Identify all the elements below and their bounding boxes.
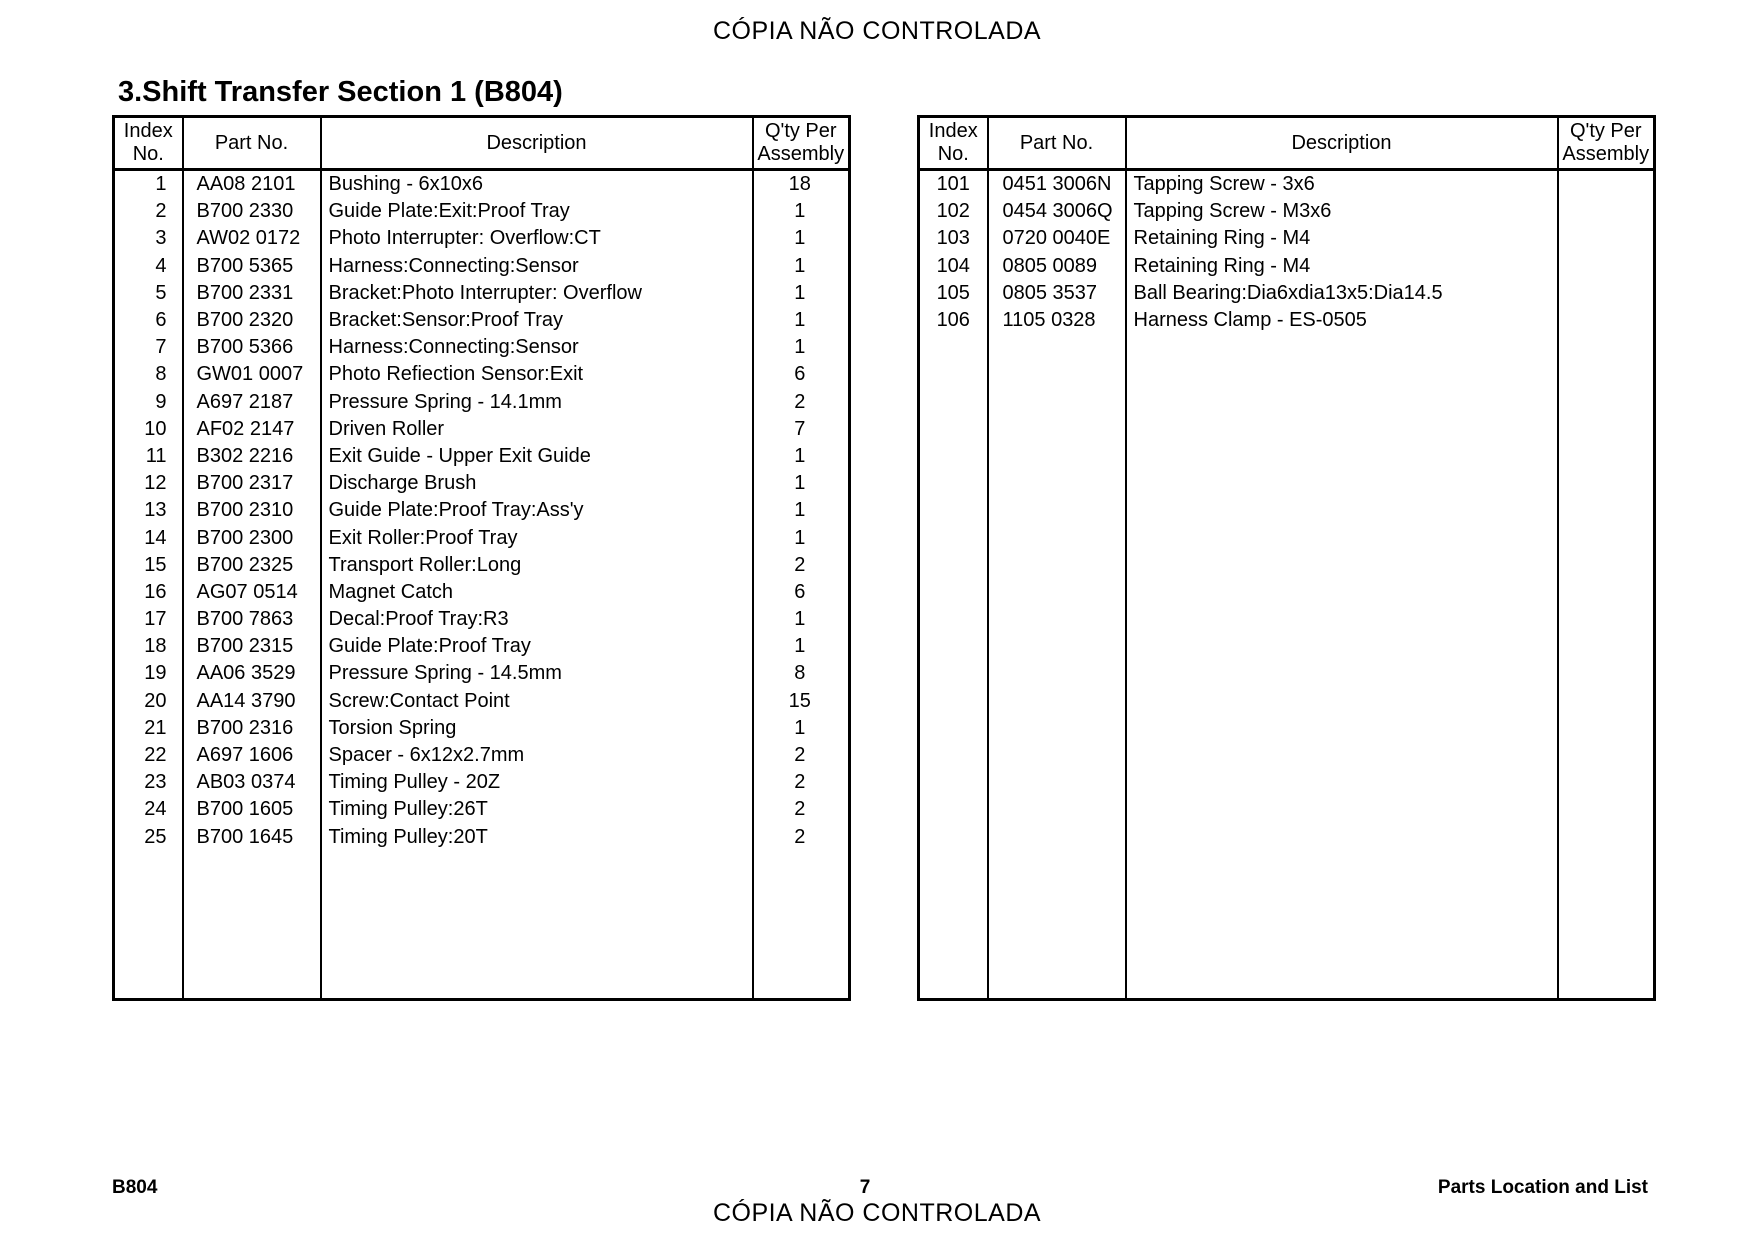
cell-qty: 1 [753,334,850,361]
cell-description: Guide Plate:Proof Tray [321,633,753,660]
table-header-row [114,117,850,170]
cell-qty: 1 [753,225,850,252]
cell-index: 3 [114,225,183,252]
cell-part-no: 0805 0089 [988,253,1126,280]
table-row [919,170,1655,199]
header-qty: Q'ty Per Assembly [753,117,850,170]
table-row [114,796,850,823]
cell-qty: 1 [753,715,850,742]
table-row [114,524,850,551]
cell-qty [1558,307,1655,334]
cell-index: 13 [114,497,183,524]
cell-qty [1558,170,1655,199]
cell-description: Transport Roller:Long [321,552,753,579]
parts-table-right-body [919,170,1655,1000]
cell-description: Bracket:Photo Interrupter: Overflow [321,280,753,307]
cell-part-no: AW02 0172 [183,225,321,252]
page-title: 3.Shift Transfer Section 1 (B804) [118,76,563,108]
cell-description: Driven Roller [321,416,753,443]
cell-index: 9 [114,389,183,416]
empty-cell [753,851,850,1000]
cell-index: 21 [114,715,183,742]
cell-index: 14 [114,524,183,551]
table-filler-row [919,334,1655,999]
cell-part-no: B700 2315 [183,633,321,660]
table-row [114,225,850,252]
cell-qty: 1 [753,253,850,280]
cell-index: 101 [919,170,988,199]
table-row [114,579,850,606]
table-row [114,198,850,225]
table-row [114,742,850,769]
cell-description: Harness:Connecting:Sensor [321,334,753,361]
cell-qty [1558,198,1655,225]
cell-part-no: B700 2331 [183,280,321,307]
cell-qty: 2 [753,824,850,851]
header-part-no: Part No. [988,117,1126,170]
cell-index: 15 [114,552,183,579]
cell-description: Exit Guide - Upper Exit Guide [321,443,753,470]
empty-cell [919,334,988,999]
table-row [114,606,850,633]
table-row [114,633,850,660]
cell-qty: 1 [753,497,850,524]
cell-description: Photo Refiection Sensor:Exit [321,361,753,388]
cell-index: 105 [919,280,988,307]
empty-cell [1126,334,1558,999]
cell-part-no: A697 2187 [183,389,321,416]
cell-part-no: 0720 0040E [988,225,1126,252]
watermark-bottom: CÓPIA NÃO CONTROLADA [712,1199,1042,1227]
cell-description: Timing Pulley:20T [321,824,753,851]
cell-qty: 1 [753,524,850,551]
cell-description: Photo Interrupter: Overflow:CT [321,225,753,252]
cell-part-no: B700 1605 [183,796,321,823]
table-row [114,170,850,199]
header-index: Index No. [114,117,183,170]
cell-description: Magnet Catch [321,579,753,606]
cell-index: 103 [919,225,988,252]
table-row [114,688,850,715]
cell-part-no: AA06 3529 [183,660,321,687]
table-row [114,416,850,443]
cell-index: 8 [114,361,183,388]
cell-qty: 1 [753,307,850,334]
cell-description: Discharge Brush [321,470,753,497]
cell-part-no: AF02 2147 [183,416,321,443]
cell-description: Harness:Connecting:Sensor [321,253,753,280]
header-part-no: Part No. [183,117,321,170]
cell-qty: 2 [753,552,850,579]
cell-index: 4 [114,253,183,280]
header-description: Description [321,117,753,170]
cell-index: 7 [114,334,183,361]
parts-table-right [917,115,1656,1001]
table-row [114,715,850,742]
cell-index: 6 [114,307,183,334]
cell-description: Tapping Screw - M3x6 [1126,198,1558,225]
cell-qty: 2 [753,389,850,416]
table-row [114,443,850,470]
cell-description: Torsion Spring [321,715,753,742]
cell-qty [1558,280,1655,307]
header-qty: Q'ty Per Assembly [1558,117,1655,170]
table-row [114,824,850,851]
empty-cell [321,851,753,1000]
cell-index: 24 [114,796,183,823]
footer-model: B804 [112,1177,158,1198]
cell-part-no: 0454 3006Q [988,198,1126,225]
table-row [114,660,850,687]
cell-part-no: B302 2216 [183,443,321,470]
cell-part-no: 0451 3006N [988,170,1126,199]
cell-description: Exit Roller:Proof Tray [321,524,753,551]
table-row [919,225,1655,252]
table-row [114,253,850,280]
cell-index: 20 [114,688,183,715]
cell-qty: 1 [753,633,850,660]
cell-qty: 7 [753,416,850,443]
cell-part-no: B700 2325 [183,552,321,579]
cell-description: Ball Bearing:Dia6xdia13x5:Dia14.5 [1126,280,1558,307]
cell-description: Retaining Ring - M4 [1126,253,1558,280]
cell-description: Bushing - 6x10x6 [321,170,753,199]
cell-qty: 1 [753,606,850,633]
cell-description: Timing Pulley:26T [321,796,753,823]
cell-part-no: AA08 2101 [183,170,321,199]
cell-qty: 1 [753,443,850,470]
cell-index: 104 [919,253,988,280]
cell-index: 106 [919,307,988,334]
cell-part-no: B700 2320 [183,307,321,334]
cell-qty: 15 [753,688,850,715]
empty-cell [183,851,321,1000]
watermark-top: CÓPIA NÃO CONTROLADA [712,17,1042,45]
cell-part-no: B700 2300 [183,524,321,551]
parts-table-left [112,115,851,1001]
cell-index: 23 [114,769,183,796]
cell-part-no: AB03 0374 [183,769,321,796]
cell-description: Timing Pulley - 20Z [321,769,753,796]
table-row [114,280,850,307]
cell-qty: 6 [753,361,850,388]
cell-description: Guide Plate:Exit:Proof Tray [321,198,753,225]
cell-index: 18 [114,633,183,660]
cell-description: Screw:Contact Point [321,688,753,715]
empty-cell [1558,334,1655,999]
cell-part-no: B700 2330 [183,198,321,225]
cell-qty: 1 [753,470,850,497]
cell-qty: 1 [753,280,850,307]
empty-cell [988,334,1126,999]
cell-description: Spacer - 6x12x2.7mm [321,742,753,769]
table-row [114,769,850,796]
cell-part-no: AG07 0514 [183,579,321,606]
cell-qty: 2 [753,769,850,796]
cell-part-no: AA14 3790 [183,688,321,715]
cell-index: 12 [114,470,183,497]
cell-qty [1558,253,1655,280]
cell-part-no: A697 1606 [183,742,321,769]
cell-qty: 18 [753,170,850,199]
table-filler-row [114,851,850,1000]
cell-index: 25 [114,824,183,851]
cell-part-no: B700 5365 [183,253,321,280]
cell-index: 10 [114,416,183,443]
cell-index: 11 [114,443,183,470]
cell-qty: 8 [753,660,850,687]
table-row [114,361,850,388]
cell-index: 1 [114,170,183,199]
header-description: Description [1126,117,1558,170]
cell-index: 102 [919,198,988,225]
cell-index: 22 [114,742,183,769]
cell-qty: 2 [753,742,850,769]
table-row [114,307,850,334]
table-row [114,389,850,416]
table-row [919,280,1655,307]
table-row [114,497,850,524]
table-row [114,552,850,579]
table-row [919,198,1655,225]
cell-description: Retaining Ring - M4 [1126,225,1558,252]
cell-qty: 2 [753,796,850,823]
table-row [919,253,1655,280]
cell-description: Tapping Screw - 3x6 [1126,170,1558,199]
cell-description: Guide Plate:Proof Tray:Ass'y [321,497,753,524]
cell-description: Pressure Spring - 14.1mm [321,389,753,416]
cell-part-no: 0805 3537 [988,280,1126,307]
header-index: Index No. [919,117,988,170]
cell-part-no: B700 5366 [183,334,321,361]
cell-description: Decal:Proof Tray:R3 [321,606,753,633]
footer-page-number: 7 [859,1177,871,1198]
cell-index: 2 [114,198,183,225]
cell-qty: 6 [753,579,850,606]
cell-part-no: B700 1645 [183,824,321,851]
cell-description: Bracket:Sensor:Proof Tray [321,307,753,334]
cell-index: 16 [114,579,183,606]
cell-description: Pressure Spring - 14.5mm [321,660,753,687]
table-row [114,334,850,361]
cell-part-no: B700 2310 [183,497,321,524]
cell-part-no: 1105 0328 [988,307,1126,334]
cell-index: 19 [114,660,183,687]
cell-part-no: B700 7863 [183,606,321,633]
parts-table-left-body [114,170,850,1000]
empty-cell [114,851,183,1000]
footer-section: Parts Location and List [1437,1177,1648,1198]
cell-qty [1558,225,1655,252]
table-row [919,307,1655,334]
cell-description: Harness Clamp - ES-0505 [1126,307,1558,334]
cell-qty: 1 [753,198,850,225]
table-header-row [919,117,1655,170]
cell-index: 5 [114,280,183,307]
cell-part-no: B700 2317 [183,470,321,497]
cell-part-no: GW01 0007 [183,361,321,388]
cell-index: 17 [114,606,183,633]
cell-part-no: B700 2316 [183,715,321,742]
table-row [114,470,850,497]
